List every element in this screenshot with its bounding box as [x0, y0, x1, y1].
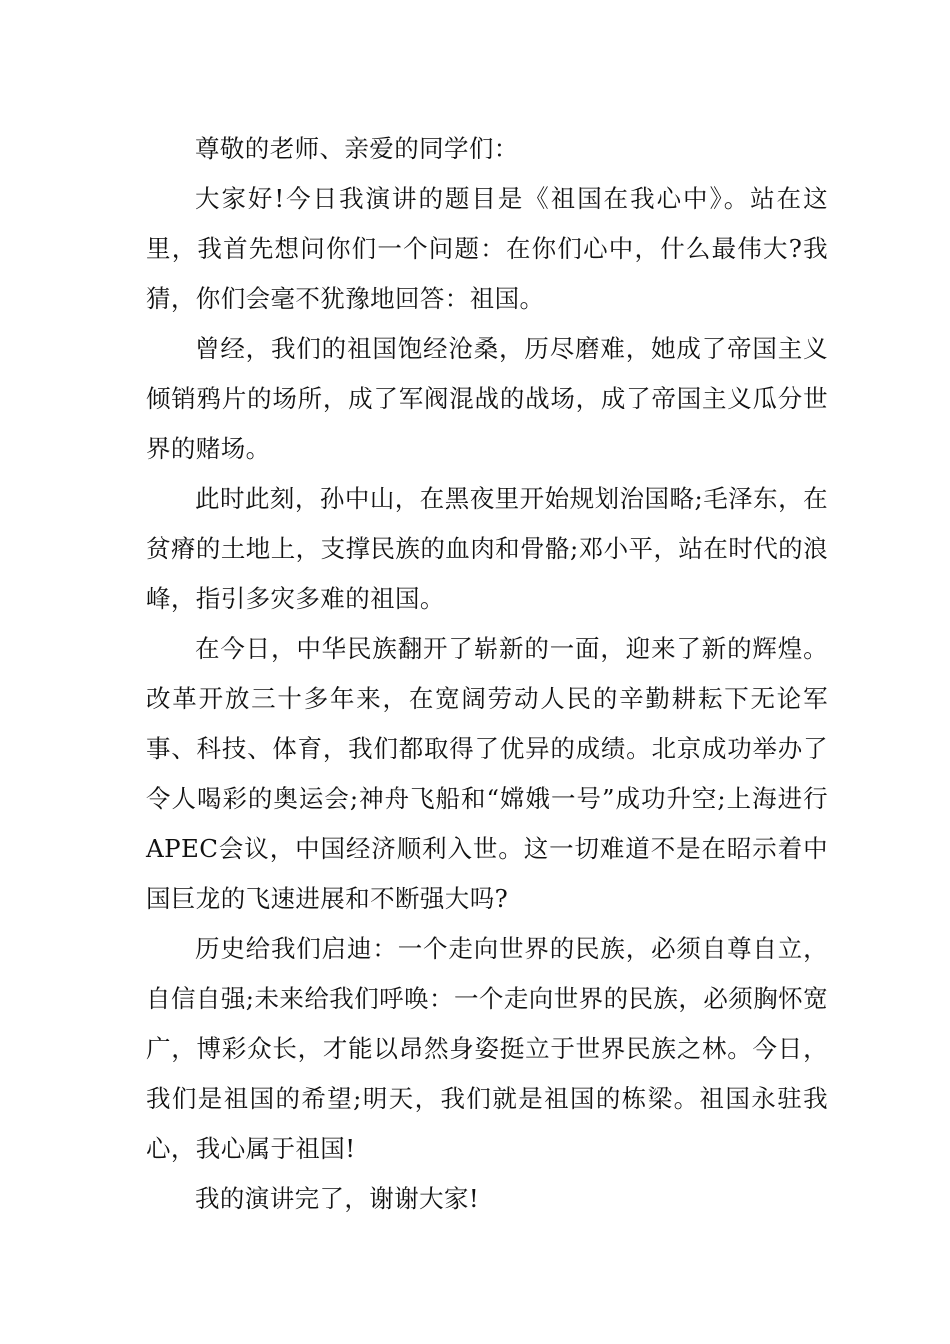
closing: 我的演讲完了，谢谢大家!	[195, 1184, 480, 1213]
salutation: 尊敬的老师、亲爱的同学们：	[195, 134, 519, 163]
paragraph-achievements: 在今日，中华民族翻开了崭新的一面，迎来了新的辉煌。改革开放三十多年来，在宽阔劳动人民的辛勤耕耘下无论军事、科技、体育，我们都取得了优异的成绩。北京成功举办了令人喝彩的奥运会;神舟飞船和“嫦娥一号”成功升空;上海进行APEC会议，中国经济顺利入世。这一切难道不是在昭示着中国巨龙的飞速进展和不断强大吗?	[146, 634, 829, 913]
speech-document	[146, 124, 828, 1224]
paragraph-leaders: 此时此刻，孙中山，在黑夜里开始规划治国略;毛泽东，在贫瘠的土地上，支撑民族的血肉和骨骼;邓小平，站在时代的浪峰，指引多灾多难的祖国。	[146, 484, 828, 613]
paragraph-inspiration: 历史给我们启迪：一个走向世界的民族，必须自尊自立，自信自强;未来给我们呼唤：一个走向世界的民族，必须胸怀宽广，博彩众长，才能以昂然身姿挺立于世界民族之林。今日，我们是祖国的希望;明天，我们就是祖国的栋梁。祖国永驻我心，我心属于祖国!	[146, 934, 828, 1163]
paragraph-greeting: 大家好!今日我演讲的题目是《祖国在我心中》。站在这里，我首先想问你们一个问题：在你们心中，什么最伟大?我猜，你们会毫不犹豫地回答：祖国。	[146, 184, 828, 313]
paragraph-history: 曾经，我们的祖国饱经沧桑，历尽磨难，她成了帝国主义倾销鸦片的场所，成了军阀混战的战场，成了帝国主义瓜分世界的赌场。	[146, 334, 828, 463]
